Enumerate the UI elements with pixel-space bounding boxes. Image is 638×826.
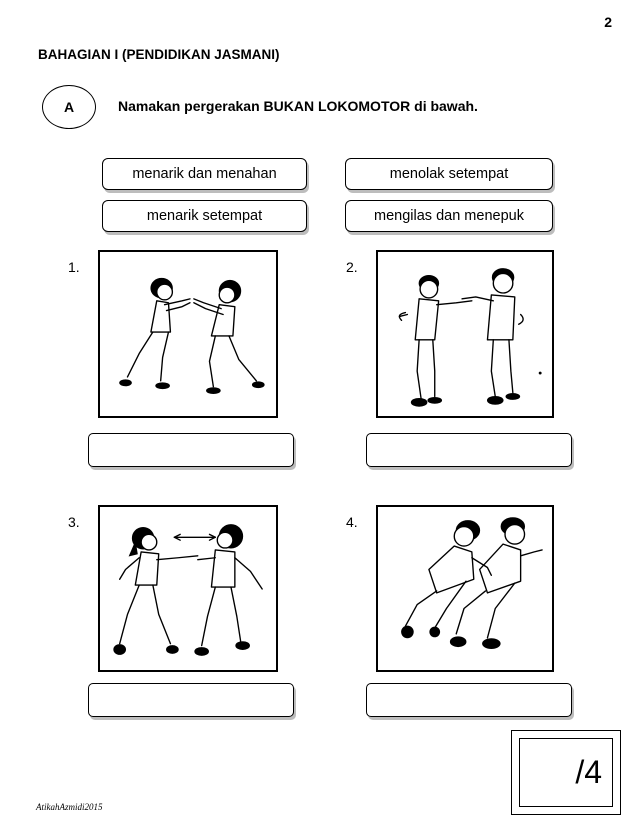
question-letter-badge bbox=[42, 85, 96, 129]
instruction-text: Namakan pergerakan BUKAN LOKOMOTOR di bawah. bbox=[118, 98, 478, 114]
footer-credit: AtikahAzmidi2015 bbox=[36, 802, 103, 812]
score-box bbox=[519, 738, 613, 807]
option-box-2: menolak setempat bbox=[345, 158, 553, 190]
answer-box-2[interactable] bbox=[366, 433, 572, 467]
girls-pushing-palms-illustration bbox=[100, 252, 276, 416]
option-box-1: menarik dan menahan bbox=[102, 158, 307, 190]
picture-2 bbox=[376, 250, 554, 418]
section-title: BAHAGIAN I (PENDIDIKAN JASMANI) bbox=[38, 47, 280, 62]
question-number-3: 3. bbox=[68, 514, 80, 530]
question-number-2: 2. bbox=[346, 259, 358, 275]
question-number-1: 1. bbox=[68, 259, 80, 275]
boys-twisting-illustration bbox=[378, 252, 552, 416]
picture-3 bbox=[98, 505, 278, 672]
answer-box-1[interactable] bbox=[88, 433, 294, 467]
question-number-4: 4. bbox=[346, 514, 358, 530]
page-number: 2 bbox=[604, 14, 612, 30]
picture-1 bbox=[98, 250, 278, 418]
question-letter: A bbox=[63, 99, 75, 115]
answer-box-4[interactable] bbox=[366, 683, 572, 717]
option-box-4: mengilas dan menepuk bbox=[345, 200, 553, 232]
picture-4 bbox=[376, 505, 554, 672]
girls-pulling-hands-illustration bbox=[100, 507, 276, 670]
boys-pushing-illustration bbox=[378, 507, 552, 670]
score-text: /4 bbox=[575, 754, 602, 790]
answer-box-3[interactable] bbox=[88, 683, 294, 717]
option-box-3: menarik setempat bbox=[102, 200, 307, 232]
